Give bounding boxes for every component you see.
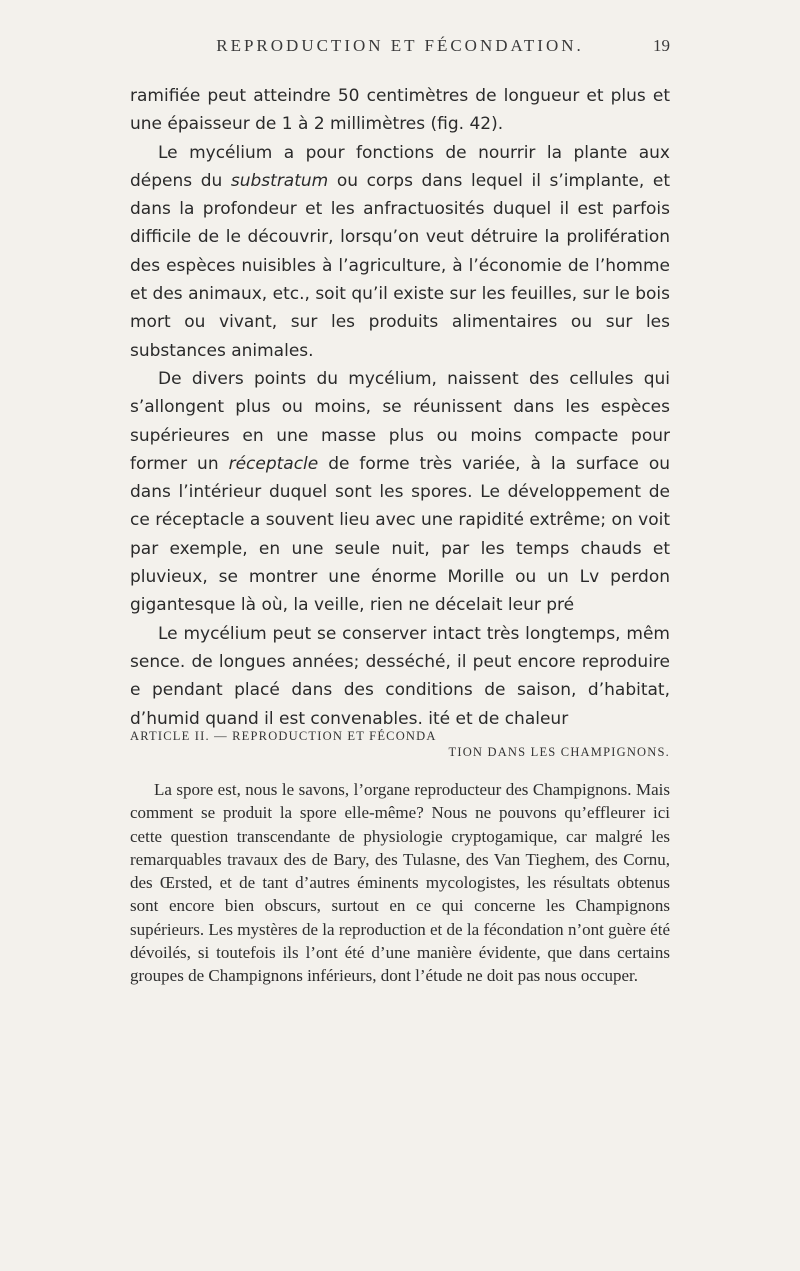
page-number: 19 [653, 36, 670, 55]
paragraph-text: de forme très variée, à la surface ou dans l’intérieur duquel sont les spores. Le développement de ce réceptacle a souvent lieu avec une rapidité extrême; on voit par exemple, en une seule nuit, par les temps chauds et pluvieux, se montrer une énorme Morille ou un Lv perdon gigantesque là où, la veille, rien ne décelait leur pré [130, 453, 670, 616]
italic-term: substratum [230, 170, 329, 191]
article-heading-line: ARTICLE II. — REPRODUCTION ET FÉCONDA [130, 729, 437, 743]
main-text [130, 82, 670, 733]
running-header: REPRODUCTION ET FÉCONDATION. [216, 36, 584, 55]
article-text [130, 778, 670, 988]
paragraph [130, 365, 670, 620]
paragraph-text: Le mycélium peut se conserver intact très longtemps, mêm sence. de longues années; desséché, il peut encore reproduire e pendant placé dans des conditions de saison, d’habitat, d’humid quand il est convenables. ité et de chaleur [130, 623, 670, 729]
paragraph: La spore est, nous le savons, l’organe reproducteur des Champignons. Mais comment se produit la spore elle-même? Nous ne pouvons qu’effleurer ici cette question transcendante de physiologie cryptogamique, car malgré les remarquables travaux des de Bary, des Tulasne, des Van Tieghem, des Cornu, des Œrsted, et de tant d’autres éminents mycologistes, les résultats obtenus sont encore bien obscurs, surtout en ce qui concerne les Champignons supérieurs. Les mystères de la reproduction et de la fécondation n’ont guère été dévoilés, si toutefois ils l’ont été d’une manière évidente, que dans certains groupes de Champignons inférieurs, dont l’étude ne doit pas nous occuper. [130, 780, 670, 986]
article-heading-line: TION DANS LES CHAMPIGNONS. [448, 745, 670, 759]
italic-term: réceptacle [228, 453, 319, 474]
paragraph-text: Le mycélium a pour fonctions de nourrir la plante aux dépens du [130, 142, 670, 191]
paragraph-text: De divers points du mycélium, naissent des cellules qui s’allongent plus ou moins, se réunissent dans les espèces supérieures en une masse plus ou moins compacte pour former un [130, 368, 670, 474]
paragraph [130, 620, 670, 733]
paragraph [130, 139, 670, 365]
paragraph [130, 82, 670, 139]
paragraph-text: ou corps dans lequel il s’implante, et dans la profondeur et les anfractuosités duquel il est parfois difficile de le découvrir, lorsqu’on veut détruire la prolifération des espèces nuisibles à l’agriculture, à l’économie de l’homme et des animaux, etc., soit qu’il existe sur les feuilles, sur le bois mort ou vivant, sur les produits alimentaires ou sur les substances animales. [130, 170, 670, 361]
paragraph-text: ramifiée peut atteindre 50 centimètres de longueur et plus et une épaisseur de 1 à 2 millimètres (fig. 42). [130, 86, 670, 135]
article-heading [130, 728, 670, 760]
